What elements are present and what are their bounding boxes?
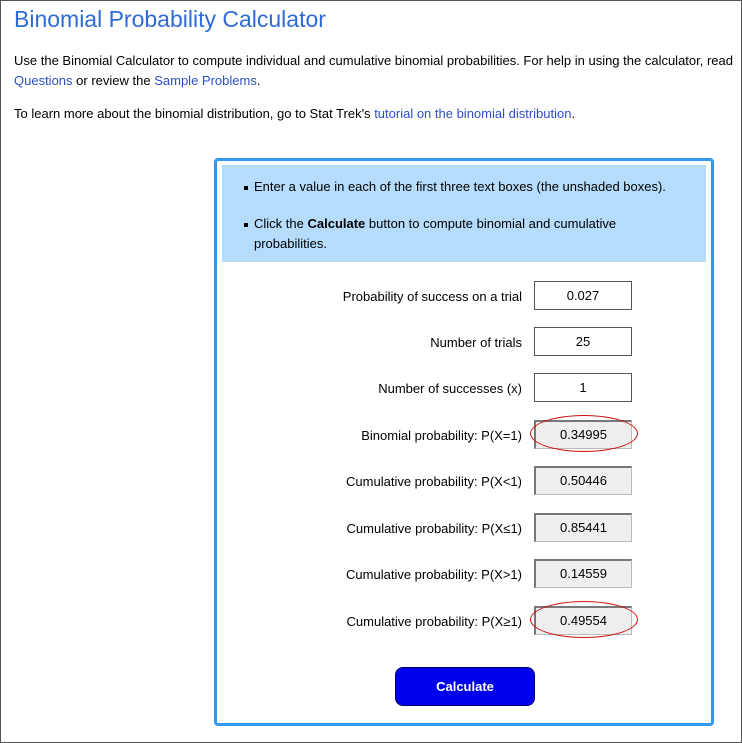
cumulative-gt-label: Cumulative probability: P(X>1) (346, 567, 522, 582)
row-binomial-probability (217, 420, 711, 452)
cumulative-le-output: 0.85441 (534, 513, 632, 542)
calculator-panel (214, 158, 714, 726)
instructions-box (222, 165, 706, 262)
probability-input[interactable] (534, 281, 632, 310)
cumulative-lt-label: Cumulative probability: P(X<1) (346, 474, 522, 489)
instruction-item: Click the Calculate button to compute binomial and cumulative probabilities. (254, 214, 654, 254)
intro-paragraph (14, 51, 733, 91)
questions-link[interactable]: Questions (14, 73, 73, 88)
page-title: Binomial Probability Calculator (14, 6, 326, 32)
calculate-button[interactable]: Calculate (395, 667, 535, 706)
row-successes (217, 373, 711, 405)
row-cumulative-lt (217, 466, 711, 498)
cumulative-ge-output: 0.49554 (534, 606, 632, 635)
cumulative-gt-output: 0.14559 (534, 559, 632, 588)
intro-text-middle: or review the (76, 73, 151, 88)
row-cumulative-ge (217, 606, 711, 638)
intro-text-end: . (256, 73, 261, 88)
instruction-item: Enter a value in each of the first three text boxes (the unshaded boxes). (254, 177, 666, 197)
binomial-probability-label: Binomial probability: P(X=1) (361, 428, 522, 443)
learn-more-paragraph (14, 104, 575, 124)
calculate-bold-text: Calculate (307, 216, 366, 231)
cumulative-lt-output: 0.50446 (534, 466, 632, 495)
trials-label: Number of trials (430, 335, 522, 350)
cumulative-le-label: Cumulative probability: P(X≤1) (346, 521, 522, 536)
row-cumulative-le (217, 513, 711, 545)
successes-label: Number of successes (x) (378, 381, 522, 396)
cumulative-ge-label: Cumulative probability: P(X≥1) (346, 614, 522, 629)
binomial-probability-output: 0.34995 (534, 420, 632, 449)
row-trials (217, 327, 711, 359)
row-probability (217, 281, 711, 313)
successes-input[interactable] (534, 373, 632, 402)
row-cumulative-gt (217, 559, 711, 591)
learn-more-end: . (571, 106, 576, 121)
learn-more-text: To learn more about the binomial distribution, go to Stat Trek's (14, 106, 371, 121)
tutorial-link[interactable]: tutorial on the binomial distribution (374, 106, 572, 121)
probability-label: Probability of success on a trial (342, 289, 522, 304)
trials-input[interactable] (534, 327, 632, 356)
sample-problems-link[interactable]: Sample Problems (154, 73, 257, 88)
intro-text-before: Use the Binomial Calculator to compute individual and cumulative binomial probabilities. For help in using the calculator, read (14, 53, 733, 68)
